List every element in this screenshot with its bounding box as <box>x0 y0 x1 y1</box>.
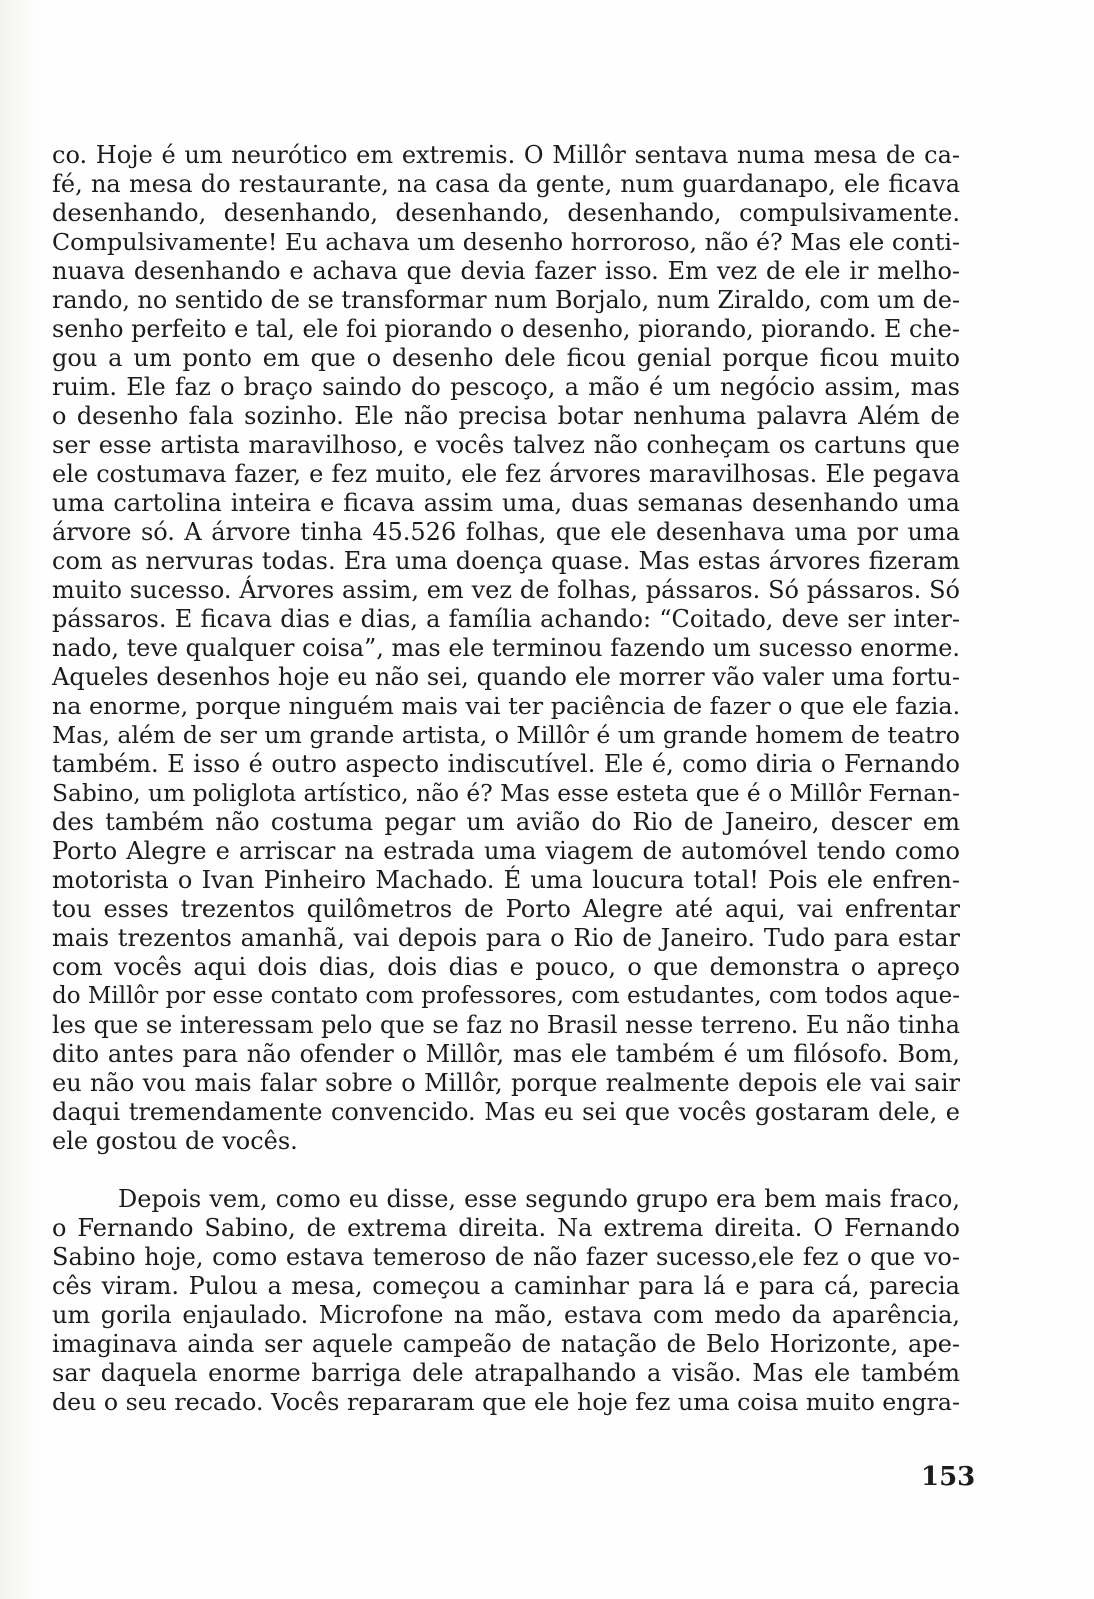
text-line: muito sucesso. Árvores assim, em vez de folhas, pássaros. Só pássaros. Só <box>52 576 960 604</box>
text-line: fé, na mesa do restaurante, na casa da gente, num guardanapo, ele ficava <box>52 170 960 198</box>
text-line: Sabino hoje, como estava temeroso de não fazer sucesso,ele fez o que vo- <box>52 1243 960 1271</box>
text-line: rando, no sentido de se transformar num Borjalo, num Ziraldo, com um de- <box>52 286 960 314</box>
text-line: Mas, além de ser um grande artista, o Millôr é um grande homem de teatro <box>52 721 960 749</box>
text-line: do Millôr por esse contato com professores, com estudantes, com todos aque- <box>52 983 960 1009</box>
text-line: também. E isso é outro aspecto indiscutível. Ele é, como diria o Fernando <box>52 750 960 778</box>
text-line: les que se interessam pelo que se faz no Brasil nesse terreno. Eu não tinha <box>52 1011 960 1039</box>
text-line: ruim. Ele faz o braço saindo do pescoço, a mão é um negócio assim, mas <box>52 373 960 401</box>
text-line: nuava desenhando e achava que devia fazer isso. Em vez de ele ir melho- <box>52 257 960 285</box>
text-line: eu não vou mais falar sobre o Millôr, porque realmente depois ele vai sair <box>52 1069 960 1097</box>
text-line: Depois vem, como eu disse, esse segundo grupo era bem mais fraco, <box>118 1185 960 1213</box>
text-line: deu o seu recado. Vocês repararam que ele hoje fez uma coisa muito engra- <box>52 1388 960 1416</box>
text-line: senho perfeito e tal, ele foi piorando o desenho, piorando, piorando. E che- <box>52 315 960 343</box>
text-line: ser esse artista maravilhoso, e vocês talvez não conheçam os cartuns que <box>52 431 960 459</box>
paragraph-1 <box>52 141 960 1156</box>
text-line: o Fernando Sabino, de extrema direita. Na extrema direita. O Fernando <box>52 1214 960 1242</box>
text-line: sar daquela enorme barriga dele atrapalhando a visão. Mas ele também <box>52 1359 960 1387</box>
text-line: motorista o Ivan Pinheiro Machado. É uma loucura total! Pois ele enfren- <box>52 866 960 894</box>
text-line: Compulsivamente! Eu achava um desenho horroroso, não é? Mas ele conti- <box>52 228 960 256</box>
body-text <box>52 141 960 1417</box>
text-line: uma cartolina inteira e ficava assim uma, duas semanas desenhando uma <box>52 489 960 517</box>
text-line: ele costumava fazer, e fez muito, ele fez árvores maravilhosas. Ele pegava <box>52 460 960 488</box>
text-line: imaginava ainda ser aquele campeão de natação de Belo Horizonte, ape- <box>52 1330 960 1358</box>
text-line: pássaros. E ficava dias e dias, a família achando: “Coitado, deve ser inter- <box>52 605 960 633</box>
text-line: gou a um ponto em que o desenho dele ficou genial porque ficou muito <box>52 344 960 372</box>
text-line: tou esses trezentos quilômetros de Porto Alegre até aqui, vai enfrentar <box>52 895 960 923</box>
text-line: nado, teve qualquer coisa”, mas ele terminou fazendo um sucesso enorme. <box>52 634 960 662</box>
text-line: na enorme, porque ninguém mais vai ter paciência de fazer o que ele fazia. <box>52 692 961 720</box>
text-line: des também não costuma pegar um avião do Rio de Janeiro, descer em <box>52 808 960 836</box>
page-number: 153 <box>921 1462 976 1492</box>
paragraph-gap <box>52 1156 960 1185</box>
text-line: Porto Alegre e arriscar na estrada uma viagem de automóvel tendo como <box>52 837 960 865</box>
paragraph-2 <box>52 1185 960 1417</box>
text-line: dito antes para não ofender o Millôr, mas ele também é um filósofo. Bom, <box>52 1040 960 1068</box>
text-line: Sabino, um poliglota artístico, não é? Mas esse esteta que é o Millôr Fernan- <box>52 780 960 807</box>
text-line: daqui tremendamente convencido. Mas eu sei que vocês gostaram dele, e <box>52 1098 960 1126</box>
text-line: cês viram. Pulou a mesa, começou a caminhar para lá e para cá, parecia <box>52 1272 960 1300</box>
text-line: com as nervuras todas. Era uma doença quase. Mas estas árvores fizeram <box>52 547 960 575</box>
text-line: árvore só. A árvore tinha 45.526 folhas, que ele desenhava uma por uma <box>52 518 960 546</box>
text-line: co. Hoje é um neurótico em extremis. O Millôr sentava numa mesa de ca- <box>52 141 960 169</box>
text-line: um gorila enjaulado. Microfone na mão, estava com medo da aparência, <box>52 1301 960 1329</box>
text-line: mais trezentos amanhã, vai depois para o Rio de Janeiro. Tudo para estar <box>52 924 960 952</box>
text-line: ele gostou de vocês. <box>52 1127 298 1155</box>
text-line: com vocês aqui dois dias, dois dias e pouco, o que demonstra o apreço <box>52 953 960 981</box>
text-line: o desenho fala sozinho. Ele não precisa botar nenhuma palavra Além de <box>52 402 960 430</box>
text-line: Aqueles desenhos hoje eu não sei, quando ele morrer vão valer uma fortu- <box>52 663 960 691</box>
text-line: desenhando, desenhando, desenhando, desenhando, compulsivamente. <box>52 199 960 227</box>
page-gutter-shadow <box>0 0 46 1599</box>
